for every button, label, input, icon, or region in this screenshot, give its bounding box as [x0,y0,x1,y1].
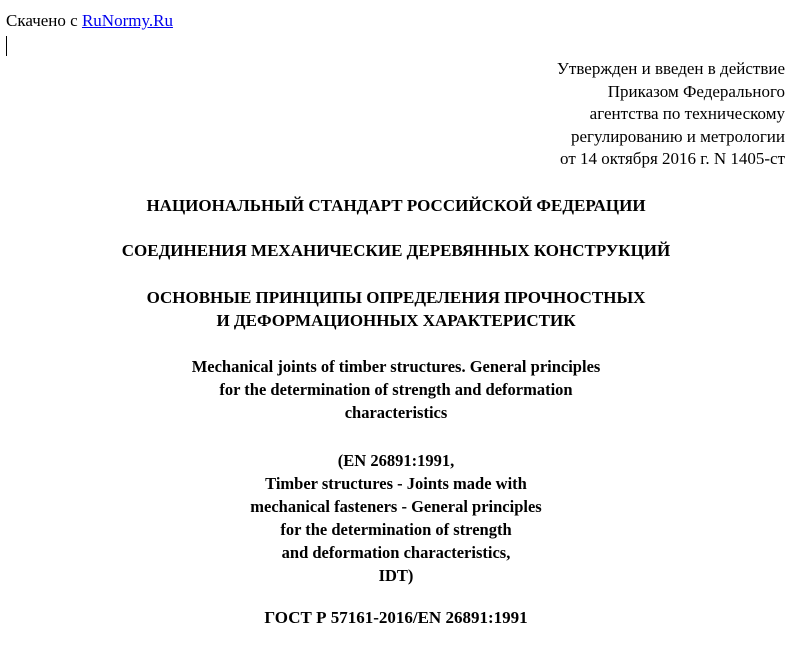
approval-line: Приказом Федерального [607,81,785,101]
source-standard-line: mechanical fasteners - General principles [250,497,542,516]
source-standard-line: (EN 26891:1991, [337,451,455,470]
standard-title-heading: СОЕДИНЕНИЯ МЕХАНИЧЕСКИЕ ДЕРЕВЯННЫХ КОНСТРУКЦИЙ [121,241,671,260]
source-standard-line: IDT) [378,566,414,585]
english-title-line: Mechanical joints of timber structures. General principles [191,357,601,376]
runormy-link[interactable]: RuNormy.Ru [81,11,173,30]
national-standard-heading: НАЦИОНАЛЬНЫЙ СТАНДАРТ РОССИЙСКОЙ ФЕДЕРАЦИИ [146,196,646,215]
download-source-prefix: Скачено с [6,11,82,30]
source-standard-reference [0,449,792,587]
approval-line: Утвержден и введен в действие [556,59,785,78]
approval-statement [557,58,785,171]
english-title-line: characteristics [344,403,448,422]
source-standard-line: for the determination of strength [280,520,512,539]
standard-subtitle-heading [0,286,792,332]
approval-line: регулированию и метрологии [570,126,785,146]
download-source-line [6,11,173,31]
subtitle-line: ОСНОВНЫЕ ПРИНЦИПЫ ОПРЕДЕЛЕНИЯ ПРОЧНОСТНЫХ [146,288,646,307]
subtitle-line: И ДЕФОРМАЦИОННЫХ ХАРАКТЕРИСТИК [216,311,576,330]
approval-line: агентства по техническому [589,104,785,124]
source-standard-line: Timber structures - Joints made with [265,474,527,493]
gost-code: ГОСТ Р 57161-2016/EN 26891:1991 [264,608,528,627]
source-standard-line: and deformation characteristics, [281,543,511,562]
approval-line: от 14 октября 2016 г. N 1405-ст [560,149,785,169]
english-title [0,355,792,424]
text-cursor [6,36,7,56]
english-title-line: for the determination of strength and deformation [219,380,573,399]
